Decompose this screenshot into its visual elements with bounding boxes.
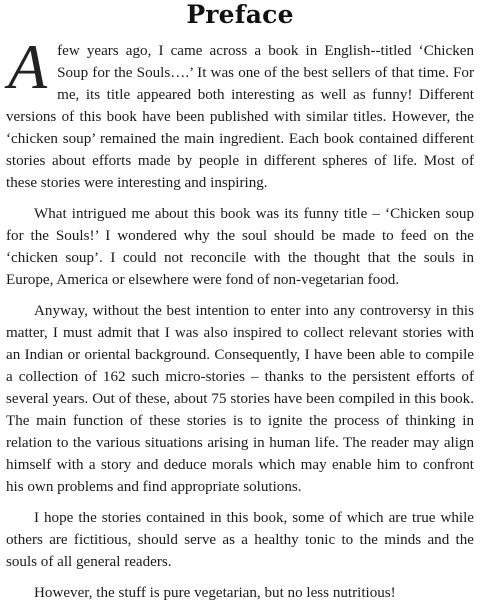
- paragraph-4: I hope the stories contained in this book, some of which are true while others are fictitious, should serve as a healthy tonic to the minds and the souls of all general readers.: [6, 510, 474, 570]
- drop-cap: A: [8, 31, 48, 102]
- paragraph-3: Anyway, without the best intention to enter into any controversy in this matter, I must admit that I was also inspired to collect relevant stories with an Indian or oriental background. Consequently, I have been able to compile a collection of 162 such micro-stories – thanks to the persistent efforts of several years. Out of these, about 75 stories have been compiled in this book. The main function of these stories is to ignite the process of thinking in relation to the various situations arising in human life. The reader may align himself with a story and deduce morals which may enable him to confront his own problems and find appropriate solutions.: [6, 303, 474, 495]
- preface-body: [6, 31, 474, 604]
- paragraph-5: However, the stuff is pure vegetarian, but no less nutritious!: [34, 585, 396, 601]
- paragraph-1: [6, 31, 474, 194]
- page-title: Preface: [186, 0, 294, 29]
- paragraph-2: What intrigued me about this book was its funny title – ‘Chicken soup for the Souls!’ I wondered why the soul should be made to feed on the ‘chicken soup’. I could not reconcile with the thought that the souls in Europe, America or elsewhere were fond of non-vegetarian food.: [6, 206, 474, 288]
- paragraph-1-text: few years ago, I came across a book in English--titled ‘Chicken Soup for the Souls….’ It was one of the best sellers of that time. For me, its title appeared both interesting as well as funny! Different versions of this book have been published with similar titles. However, the ‘chicken soup’ remained the main ingredient. Each book contained different stories about efforts made by people in different spheres of life. Most of these stories were interesting and inspiring.: [6, 43, 474, 191]
